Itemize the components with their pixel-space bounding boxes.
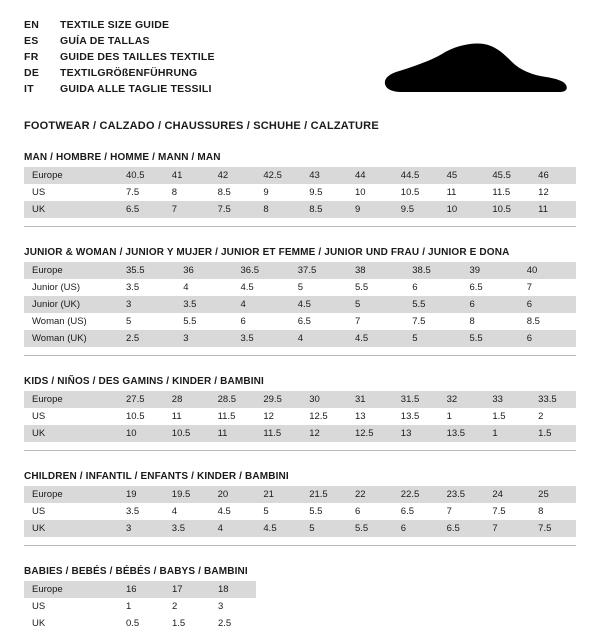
cell: 40 (519, 262, 576, 279)
size-block-junior-woman (24, 247, 576, 356)
language-title: TEXTILE SIZE GUIDE (60, 19, 170, 31)
cell: 5 (290, 279, 347, 296)
cell: 4.5 (347, 330, 404, 347)
cell: 23.5 (439, 486, 485, 503)
cell: 9 (347, 201, 393, 218)
table-row (24, 581, 256, 598)
cell: 28 (164, 391, 210, 408)
language-code: EN (24, 19, 40, 31)
cell: 5.5 (347, 520, 393, 537)
cell: 3.5 (118, 279, 175, 296)
cell: 1.5 (530, 425, 576, 442)
block-title: KIDS / NIÑOS / DES GAMINS / KINDER / BAMBINI (24, 376, 264, 387)
cell: 4.5 (290, 296, 347, 313)
cell: 7 (519, 279, 576, 296)
size-block-kids (24, 376, 576, 451)
cell: 31 (347, 391, 393, 408)
cell: 36.5 (233, 262, 290, 279)
size-table (24, 167, 576, 218)
cell: 17 (164, 581, 210, 598)
table-row (24, 279, 576, 296)
cell: 36 (175, 262, 232, 279)
row-label: UK (24, 520, 118, 537)
language-title: TEXTILGRÖßENFÜHRUNG (60, 66, 198, 79)
cell: 3 (175, 330, 232, 347)
table-row (24, 262, 576, 279)
divider (24, 226, 576, 227)
cell: 4 (164, 503, 210, 520)
row-label: UK (24, 201, 118, 218)
size-table (24, 581, 256, 632)
cell: 22 (347, 486, 393, 503)
cell: 3 (118, 296, 175, 313)
cell: 42.5 (255, 167, 301, 184)
block-title: CHILDREN / INFANTIL / ENFANTS / KINDER / BAMBINI (24, 471, 289, 482)
cell: 12.5 (301, 408, 347, 425)
cell: 1 (439, 408, 485, 425)
language-code: IT (24, 82, 34, 95)
cell: 8 (462, 313, 519, 330)
table-row (24, 313, 576, 330)
cell: 3.5 (233, 330, 290, 347)
row-label: Europe (24, 167, 118, 184)
cell: 6.5 (439, 520, 485, 537)
cell: 13.5 (393, 408, 439, 425)
row-label: US (24, 184, 118, 201)
table-row (24, 167, 576, 184)
cell: 6 (519, 330, 576, 347)
cell: 11.5 (255, 425, 301, 442)
cell: 11 (439, 184, 485, 201)
language-title: GUIDE DES TAILLES TEXTILE (60, 50, 215, 63)
cell: 5 (301, 520, 347, 537)
cell: 10.5 (164, 425, 210, 442)
cell: 11.5 (484, 184, 530, 201)
cell: 39 (462, 262, 519, 279)
language-row (24, 82, 215, 98)
cell: 5 (118, 313, 175, 330)
cell: 7.5 (530, 520, 576, 537)
table-row (24, 408, 576, 425)
table-row (24, 201, 576, 218)
row-label: Woman (US) (24, 313, 118, 330)
cell: 8 (530, 503, 576, 520)
cell: 45 (439, 167, 485, 184)
cell: 6 (347, 503, 393, 520)
cell: 8 (255, 201, 301, 218)
cell: 1.5 (164, 615, 210, 632)
table-row (24, 391, 576, 408)
cell: 10.5 (118, 408, 164, 425)
cell: 11.5 (210, 408, 256, 425)
divider (24, 450, 576, 451)
table-row (24, 486, 576, 503)
language-list (24, 18, 215, 98)
cell: 19.5 (164, 486, 210, 503)
language-code: FR (24, 50, 39, 63)
cell: 29.5 (255, 391, 301, 408)
cell: 13.5 (439, 425, 485, 442)
table-row (24, 615, 256, 632)
row-label: UK (24, 425, 118, 442)
row-label: Europe (24, 486, 118, 503)
cell: 18 (210, 581, 256, 598)
row-label: Europe (24, 581, 118, 598)
header (24, 18, 576, 104)
language-row (24, 18, 215, 34)
cell: 38 (347, 262, 404, 279)
size-block-babies (24, 566, 576, 632)
cell: 11 (210, 425, 256, 442)
cell: 9 (255, 184, 301, 201)
cell: 3.5 (164, 520, 210, 537)
cell: 40.5 (118, 167, 164, 184)
cell: 12 (301, 425, 347, 442)
cell: 2.5 (210, 615, 256, 632)
cell: 21.5 (301, 486, 347, 503)
language-title: GUÍA DE TALLAS (60, 34, 150, 47)
cell: 1 (484, 425, 530, 442)
cell: 3 (118, 520, 164, 537)
block-title: MAN / HOMBRE / HOMME / MANN / MAN (24, 152, 221, 163)
cell: 4 (233, 296, 290, 313)
size-block-children (24, 471, 576, 546)
row-label: US (24, 503, 118, 520)
table-row (24, 503, 576, 520)
language-code: ES (24, 34, 39, 47)
cell: 24 (484, 486, 530, 503)
row-label: Junior (UK) (24, 296, 118, 313)
cell: 3 (210, 598, 256, 615)
size-table (24, 262, 576, 347)
cell: 10 (439, 201, 485, 218)
cell: 4 (210, 520, 256, 537)
cell: 30 (301, 391, 347, 408)
cell: 32 (439, 391, 485, 408)
cell: 3.5 (175, 296, 232, 313)
cell: 31.5 (393, 391, 439, 408)
size-block-man (24, 152, 576, 227)
cell: 11 (530, 201, 576, 218)
cell: 1 (118, 598, 164, 615)
table-row (24, 330, 576, 347)
cell: 12.5 (347, 425, 393, 442)
cell: 33 (484, 391, 530, 408)
cell: 2 (164, 598, 210, 615)
language-title: GUIDA ALLE TAGLIE TESSILI (60, 82, 212, 95)
dress-shoe-icon (380, 34, 570, 104)
cell: 9.5 (301, 184, 347, 201)
cell: 7.5 (484, 503, 530, 520)
cell: 25 (530, 486, 576, 503)
size-table (24, 391, 576, 442)
cell: 4 (290, 330, 347, 347)
cell: 8.5 (210, 184, 256, 201)
cell: 2.5 (118, 330, 175, 347)
row-label: US (24, 408, 118, 425)
cell: 2 (530, 408, 576, 425)
row-label: Europe (24, 391, 118, 408)
size-table (24, 486, 576, 537)
cell: 35.5 (118, 262, 175, 279)
cell: 42 (210, 167, 256, 184)
cell: 7 (484, 520, 530, 537)
cell: 10 (118, 425, 164, 442)
cell: 38.5 (404, 262, 461, 279)
cell: 3.5 (118, 503, 164, 520)
cell: 5 (404, 330, 461, 347)
cell: 19 (118, 486, 164, 503)
cell: 5.5 (301, 503, 347, 520)
cell: 41 (164, 167, 210, 184)
cell: 5 (255, 503, 301, 520)
cell: 7.5 (118, 184, 164, 201)
cell: 21 (255, 486, 301, 503)
cell: 5.5 (404, 296, 461, 313)
table-row (24, 598, 256, 615)
table-row (24, 296, 576, 313)
cell: 8 (164, 184, 210, 201)
cell: 6 (404, 279, 461, 296)
cell: 22.5 (393, 486, 439, 503)
cell: 6 (519, 296, 576, 313)
cell: 6.5 (118, 201, 164, 218)
cell: 5 (347, 296, 404, 313)
cell: 5.5 (175, 313, 232, 330)
cell: 4.5 (233, 279, 290, 296)
language-list-body (24, 18, 215, 98)
cell: 6.5 (393, 503, 439, 520)
cell: 7.5 (404, 313, 461, 330)
language-row (24, 50, 215, 66)
row-label: Europe (24, 262, 118, 279)
cell: 6 (233, 313, 290, 330)
cell: 0.5 (118, 615, 164, 632)
cell: 4.5 (210, 503, 256, 520)
table-row (24, 425, 576, 442)
cell: 5.5 (347, 279, 404, 296)
cell: 6.5 (290, 313, 347, 330)
cell: 12 (255, 408, 301, 425)
cell: 28.5 (210, 391, 256, 408)
cell: 13 (347, 408, 393, 425)
row-label: Junior (US) (24, 279, 118, 296)
cell: 4 (175, 279, 232, 296)
cell: 46 (530, 167, 576, 184)
cell: 20 (210, 486, 256, 503)
row-label: Woman (UK) (24, 330, 118, 347)
cell: 10 (347, 184, 393, 201)
language-row (24, 66, 215, 82)
cell: 6 (393, 520, 439, 537)
block-title: BABIES / BEBÉS / BÉBÉS / BABYS / BAMBINI (24, 566, 248, 577)
cell: 1.5 (484, 408, 530, 425)
row-label: UK (24, 615, 118, 632)
block-title: JUNIOR & WOMAN / JUNIOR Y MUJER / JUNIOR ET FEMME / JUNIOR UND FRAU / JUNIOR E DONA (24, 247, 510, 258)
cell: 13 (393, 425, 439, 442)
cell: 45.5 (484, 167, 530, 184)
cell: 10.5 (393, 184, 439, 201)
cell: 37.5 (290, 262, 347, 279)
cell: 27.5 (118, 391, 164, 408)
cell: 6 (462, 296, 519, 313)
cell: 7 (439, 503, 485, 520)
language-row (24, 34, 215, 50)
cell: 9.5 (393, 201, 439, 218)
cell: 8.5 (519, 313, 576, 330)
language-code: DE (24, 66, 40, 79)
table-row (24, 184, 576, 201)
divider (24, 355, 576, 356)
divider (24, 545, 576, 546)
page-title: FOOTWEAR / CALZADO / CHAUSSURES / SCHUHE / CALZATURE (24, 120, 379, 132)
cell: 12 (530, 184, 576, 201)
cell: 10.5 (484, 201, 530, 218)
table-row (24, 520, 576, 537)
row-label: US (24, 598, 118, 615)
cell: 44.5 (393, 167, 439, 184)
cell: 44 (347, 167, 393, 184)
cell: 16 (118, 581, 164, 598)
cell: 4.5 (255, 520, 301, 537)
cell: 7 (164, 201, 210, 218)
cell: 5.5 (462, 330, 519, 347)
cell: 33.5 (530, 391, 576, 408)
cell: 43 (301, 167, 347, 184)
cell: 8.5 (301, 201, 347, 218)
cell: 6.5 (462, 279, 519, 296)
cell: 11 (164, 408, 210, 425)
cell: 7 (347, 313, 404, 330)
cell: 7.5 (210, 201, 256, 218)
